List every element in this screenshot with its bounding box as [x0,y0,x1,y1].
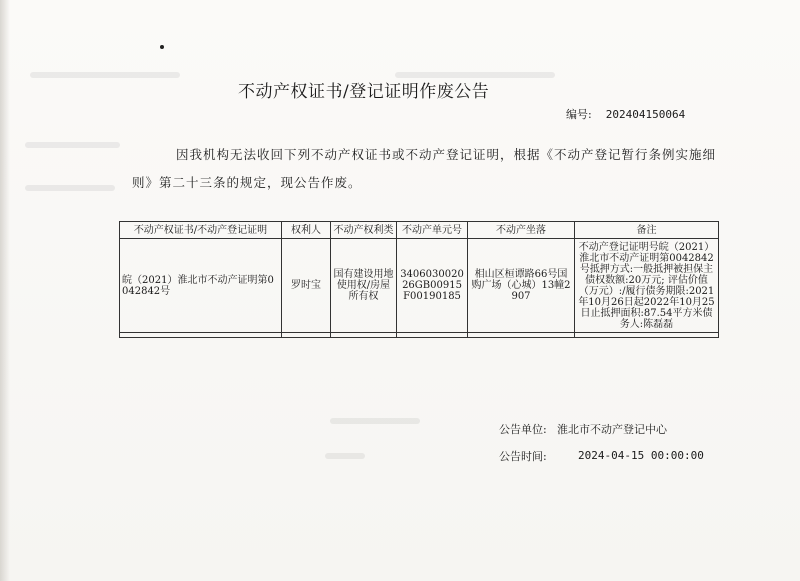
column-header-location: 不动产坐落 [468,222,575,239]
scan-edge-shadow [0,0,10,581]
cell-location: 相山区桓谭路66号国购广场（心城）13幢2907 [468,239,575,333]
serial-number: 202404150064 [605,108,686,121]
time-label: 公告时间: [499,450,547,463]
table-row [120,239,719,333]
bleed-through-mark [330,418,420,424]
cell-holder: 罗时宝 [282,239,331,333]
certificate-table [119,221,719,338]
bleed-through-mark [30,72,180,78]
column-header-right-type: 不动产权利类 [331,222,397,239]
column-header-holder: 权利人 [282,222,331,239]
bleed-through-mark [25,185,115,191]
table-blank-row [120,333,719,338]
column-header-certificate: 不动产权证书/不动产登记证明 [120,222,282,239]
notice-body: 因我机构无法收回下列不动产权证书或不动产登记证明，根据《不动产登记暂行条例实施细则》第二十三条的规定，现公告作废。 [132,147,717,190]
cell-right-type: 国有建设用地使用权/房屋所有权 [331,239,397,333]
page-title: 不动产权证书/登记证明作废公告 [238,82,490,102]
bleed-through-mark [25,142,120,148]
serial-label: 编号: [566,108,592,121]
publish-time: 2024-04-15 00:00:00 [578,449,704,462]
table-header-row [120,222,719,239]
scan-speck [160,45,164,49]
column-header-unit-no: 不动产单元号 [397,222,468,239]
cell-remark: 不动产登记证明号皖（2021）淮北市不动产证明第0042842号抵押方式:一般抵押被担保主债权数额:20万元; 评估价值（万元）:/履行债务期限:2021年10月26日起2022年10月25日止抵押面积:87.54平方米债务人:陈磊磊 [575,239,719,333]
cell-unit-no: 340603002026GB00915F00190185 [397,239,468,333]
issuer-label: 公告单位: [499,423,547,436]
bleed-through-mark [325,453,365,459]
issuer-name: 淮北市不动产登记中心 [557,423,667,436]
serial-number-line [566,106,685,122]
column-header-remark: 备注 [575,222,719,239]
cell-certificate: 皖（2021）淮北市不动产证明第0042842号 [120,239,282,333]
